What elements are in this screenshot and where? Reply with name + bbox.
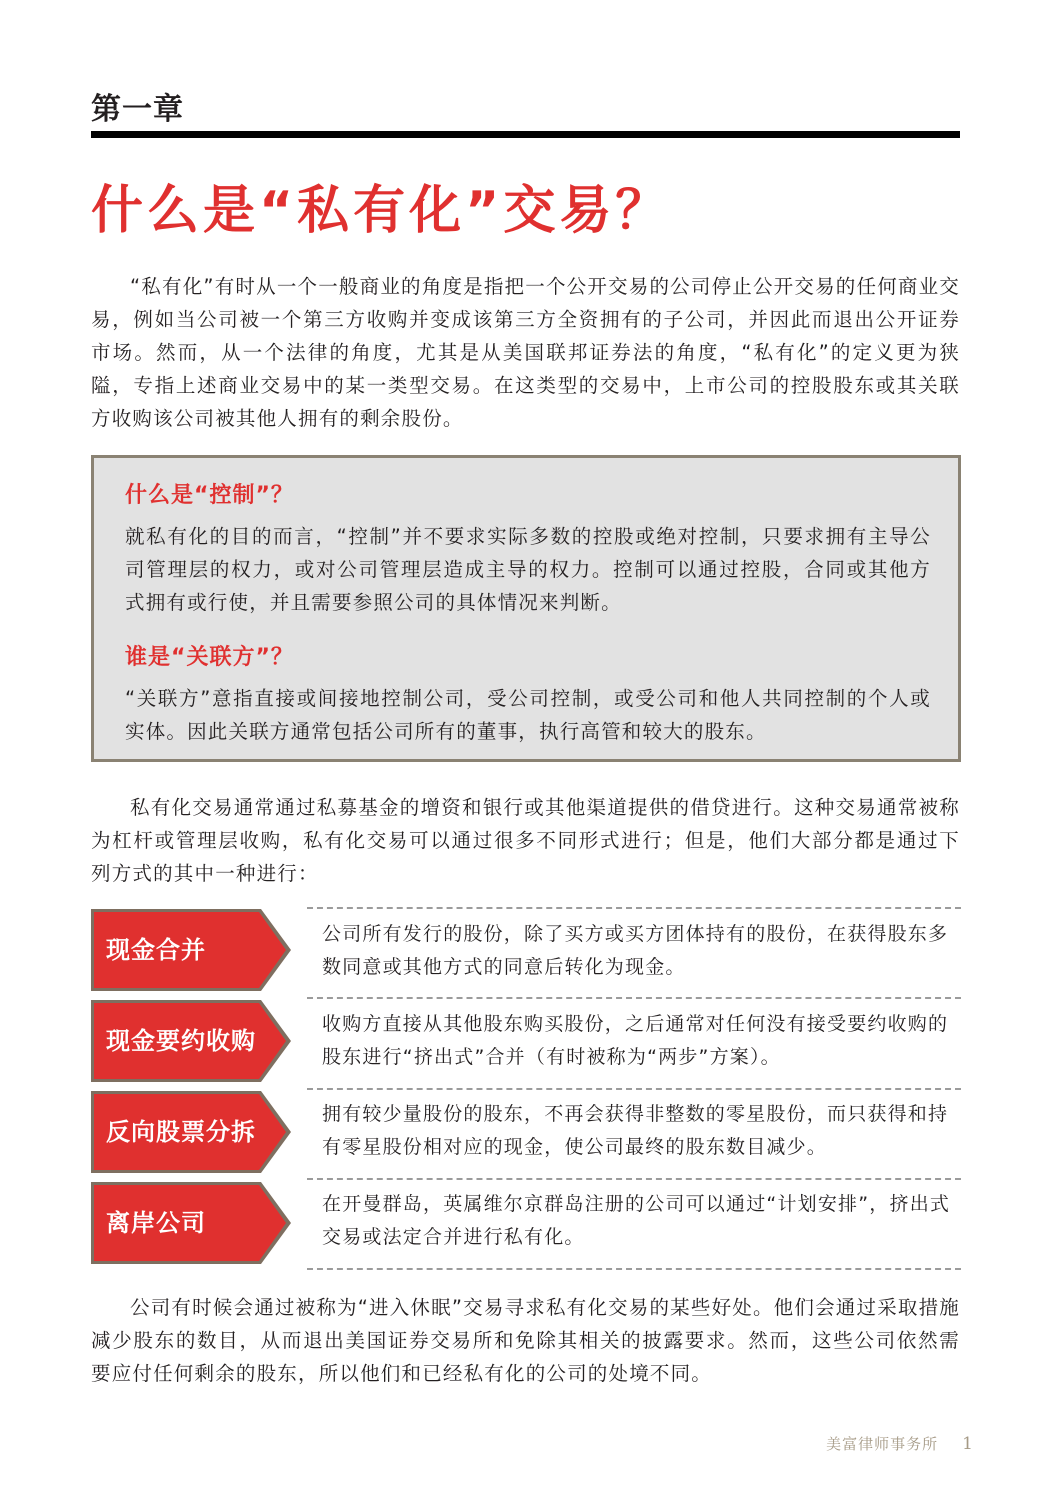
method-description: 收购方直接从其他股东购买股份，之后通常对任何没有接受要约收购的股东进行“挤出式”合并（有时被称为“两步”方案）。 (322, 1013, 949, 1068)
control-heading: 什么是“控制”？ (125, 483, 294, 508)
divider (307, 1268, 961, 1270)
method-tag-tender-offer (91, 1000, 291, 1082)
divider (307, 1178, 961, 1180)
financing-paragraph: 私有化交易通常通过私募基金的增资和银行或其他渠道提供的借贷进行。这种交易通常被称为杠杆或管理层收购，私有化交易可以通过很多不同形式进行；但是，他们大部分都是通过下列方式的其中一种进行： (91, 796, 960, 885)
method-label: 反向股票分拆 (106, 1118, 256, 1146)
method-description: 公司所有发行的股份，除了买方或买方团体持有的股份，在获得股东多数同意或其他方式的同意后转化为现金。 (322, 923, 949, 978)
method-description: 在开曼群岛，英属维尔京群岛注册的公司可以通过“计划安排”，挤出式交易或法定合并进行私有化。 (322, 1193, 951, 1248)
page-title: 什么是“私有化”交易？ (91, 181, 672, 241)
method-tag-reverse-split (91, 1091, 291, 1173)
affiliate-heading: 谁是“关联方”？ (125, 645, 294, 670)
definition-callout (91, 455, 961, 762)
method-tag-cash-merger (91, 909, 291, 991)
method-description: 拥有较少量股份的股东，不再会获得非整数的零星股份，而只获得和持有零星股份相对应的现金，使公司最终的股东数目减少。 (322, 1103, 949, 1158)
chapter-label: 第一章 (91, 92, 184, 127)
divider (307, 907, 961, 909)
control-definition: 就私有化的目的而言，“控制”并不要求实际多数的控股或绝对控制，只要求拥有主导公司管理层的权力，或对公司管理层造成主导的权力。控制可以通过控股，合同或其他方式拥有或行使，并且需要参照公司的具体情况来判断。 (125, 525, 931, 614)
firm-name: 美富律师事务所 (826, 1435, 939, 1453)
intro-paragraph: “私有化”有时从一个一般商业的角度是指把一个公开交易的公司停止公开交易的任何商业交易，例如当公司被一个第三方收购并变成该第三方全资拥有的子公司，并因此而退出公开证券市场。然而，从一个法律的角度，尤其是从美国联邦证券法的角度，“私有化”的定义更为狭隘，专指上述商业交易中的某一类型交易。在这类型的交易中，上市公司的控股股东或其关联方收购该公司被其他人拥有的剩余股份。 (91, 275, 960, 430)
divider (307, 1088, 961, 1090)
method-label: 离岸公司 (106, 1209, 206, 1237)
page-number: 1 (962, 1434, 974, 1454)
page-footer (826, 1433, 974, 1454)
dormant-paragraph: 公司有时候会通过被称为“进入休眠”交易寻求私有化交易的某些好处。他们会通过采取措施减少股东的数目，从而退出美国证券交易所和免除其相关的披露要求。然而，这些公司依然需要应付任何剩余的股东，所以他们和已经私有化的公司的处境不同。 (91, 1296, 960, 1385)
method-label: 现金合并 (106, 936, 206, 964)
divider (307, 997, 961, 999)
method-tag-offshore (91, 1182, 291, 1264)
chapter-divider (91, 131, 960, 138)
method-label: 现金要约收购 (106, 1027, 256, 1055)
affiliate-definition: “关联方”意指直接或间接地控制公司，受公司控制，或受公司和他人共同控制的个人或实体。因此关联方通常包括公司所有的董事，执行高管和较大的股东。 (125, 687, 931, 743)
privatization-methods (91, 905, 961, 1270)
